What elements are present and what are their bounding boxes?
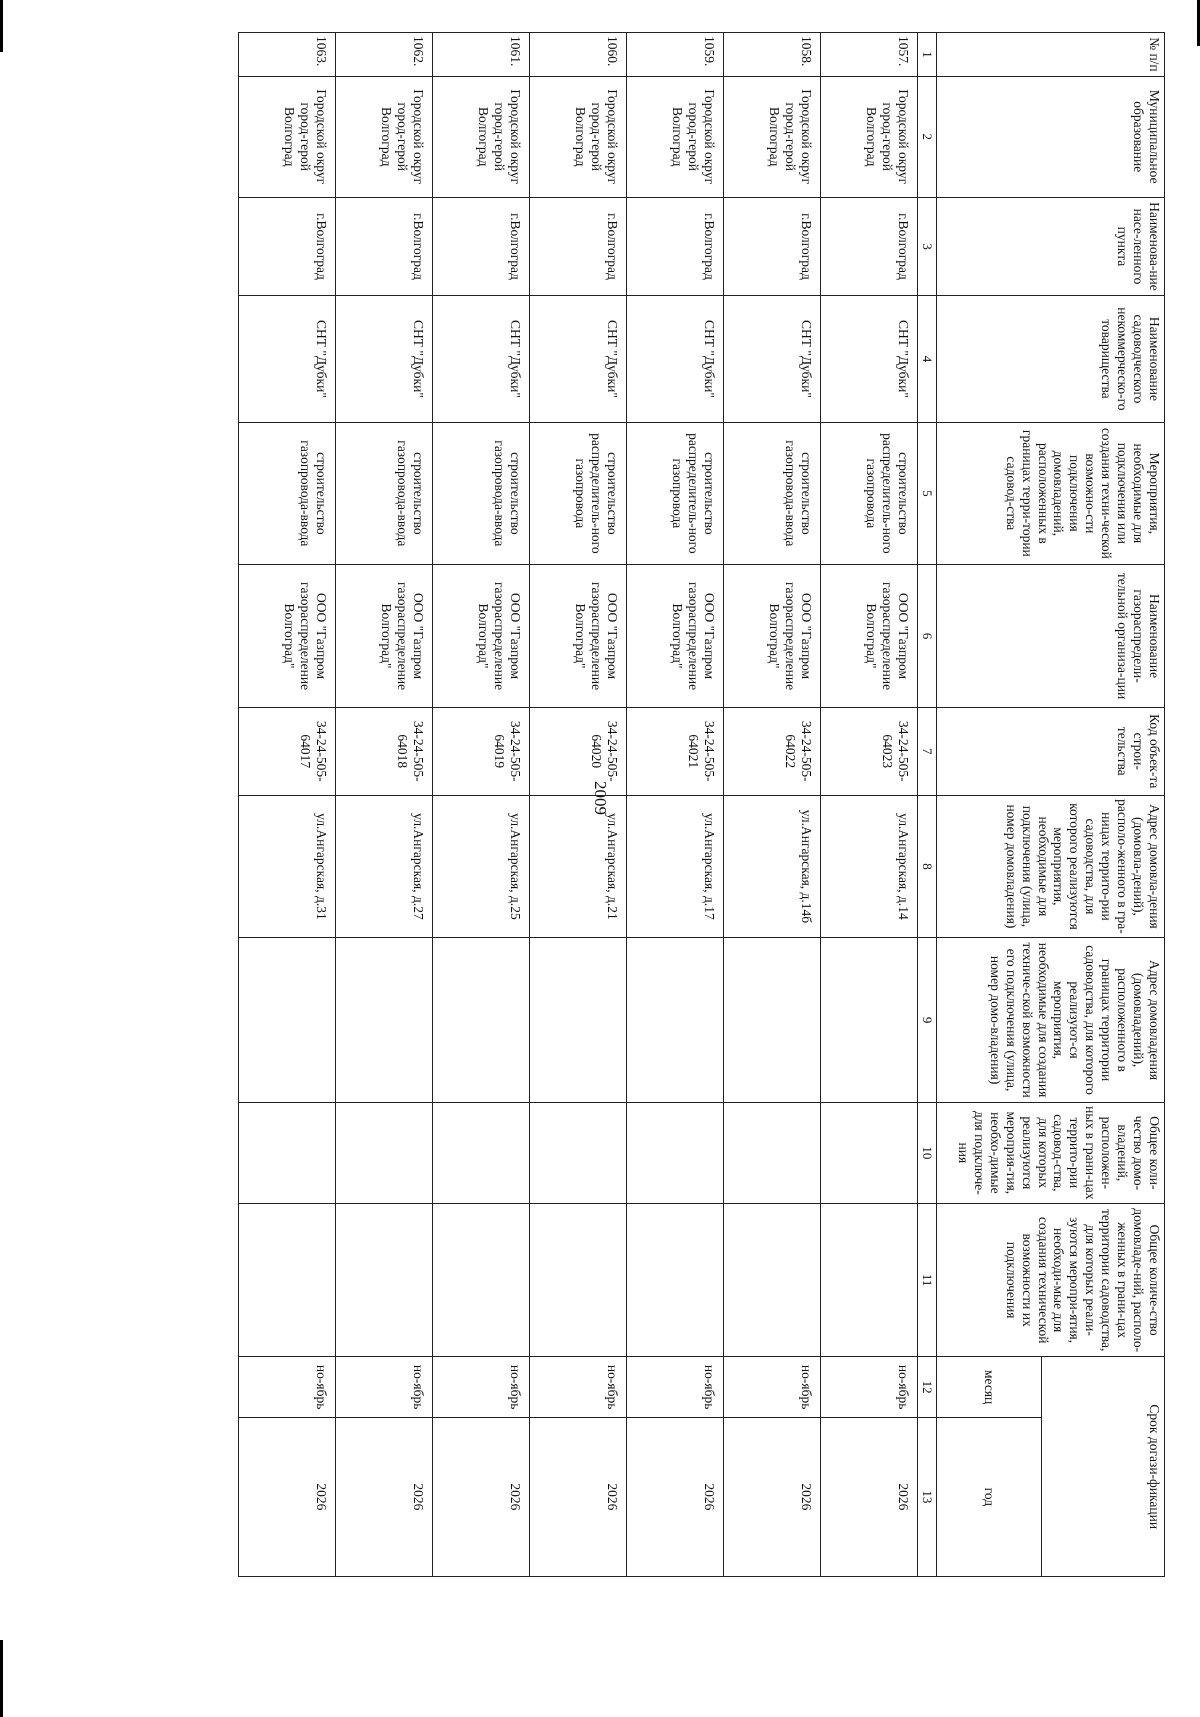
municipality-cell: Городской округ город-герой Волгоград	[724, 76, 821, 197]
deadline-month-cell: но-ябрь	[627, 1357, 724, 1417]
settlement-cell: г.Волгоград	[433, 197, 530, 296]
header-snt: Наименование садоводческого некоммерческо-го товарищества	[937, 296, 1165, 422]
page-number: 2009	[591, 781, 610, 815]
header-number: № п/п	[937, 33, 1165, 77]
col-index: 1	[918, 33, 937, 77]
col-index: 4	[918, 296, 937, 422]
address-connection-cell: ул.Ангарская, д.31	[239, 795, 336, 938]
measure-cell: строительство распределитель-ного газопровода	[627, 422, 724, 565]
municipality-cell: Городской округ город-герой Волгоград	[530, 76, 627, 197]
gasification-table	[238, 32, 1165, 1577]
gas-organization-cell: ООО "Газпром газораспределение Волгоград"	[627, 565, 724, 708]
rotated-table-container	[135, 32, 1165, 1577]
total-connection-cell	[821, 1102, 918, 1203]
deadline-month-cell: но-ябрь	[821, 1357, 918, 1417]
total-tech-cell	[530, 1203, 627, 1357]
snt-name-cell: СНТ "Дубки"	[239, 296, 336, 422]
settlement-cell: г.Волгоград	[821, 197, 918, 296]
measure-cell: строительство газопровода-ввода	[239, 422, 336, 565]
total-connection-cell	[433, 1102, 530, 1203]
row-number-cell: 1057.	[821, 33, 918, 77]
snt-name-cell: СНТ "Дубки"	[821, 296, 918, 422]
row-number-cell: 1059.	[627, 33, 724, 77]
total-connection-cell	[239, 1102, 336, 1203]
scan-edge-left	[0, 0, 3, 52]
header-object-code: Код объек-та строи-тельства	[937, 707, 1165, 795]
municipality-cell: Городской округ город-герой Волгоград	[433, 76, 530, 197]
gas-organization-cell: ООО "Газпром газораспределение Волгоград"	[239, 565, 336, 708]
col-index: 11	[918, 1203, 937, 1357]
deadline-year-cell: 2026	[724, 1417, 821, 1576]
deadline-year-cell: 2026	[239, 1417, 336, 1576]
deadline-month-cell: но-ябрь	[336, 1357, 433, 1417]
col-index: 5	[918, 422, 937, 565]
table-body	[239, 33, 918, 1577]
gas-organization-cell: ООО "Газпром газораспределение Волгоград"	[821, 565, 918, 708]
deadline-year-cell: 2026	[433, 1417, 530, 1576]
municipality-cell: Городской округ город-герой Волгоград	[239, 76, 336, 197]
col-index: 10	[918, 1102, 937, 1203]
header-measures: Мероприятия, необходимые для подключения или создания техни-ческой возможно-сти подключения домовладений, расположенных в границах терри-тории садовод-ства	[937, 422, 1165, 565]
header-total-tech: Общее количе-ство домовладе-ний, располо-женных в грани-цах территории садоводства, для которых реали-зуются меропри-ятия, необходи-мые для создания технической возможности их подключения	[937, 1203, 1165, 1357]
row-number-cell: 1060.	[530, 33, 627, 77]
gas-organization-cell: ООО "Газпром газораспределение Волгоград"	[724, 565, 821, 708]
col-index: 6	[918, 565, 937, 708]
snt-name-cell: СНТ "Дубки"	[530, 296, 627, 422]
object-code-cell: 34-24-505-64019	[433, 707, 530, 795]
address-tech-cell	[724, 938, 821, 1103]
header-deadline: Срок догази-фикации	[1042, 1357, 1165, 1577]
snt-name-cell: СНТ "Дубки"	[627, 296, 724, 422]
object-code-cell: 34-24-505-64022	[724, 707, 821, 795]
col-index: 2	[918, 76, 937, 197]
snt-name-cell: СНТ "Дубки"	[724, 296, 821, 422]
header-address-tech: Адрес домовладения (домовладений), расположенного в границах территории садоводства, для которого реализуют-ся мероприятия, необходимые для создания техниче-ской возможности его подключения (улица, номер домо-владения)	[937, 938, 1165, 1103]
col-index: 3	[918, 197, 937, 296]
col-index: 12	[918, 1357, 937, 1417]
address-connection-cell: ул.Ангарская, д.14	[821, 795, 918, 938]
address-connection-cell: ул.Ангарская, д.27	[336, 795, 433, 938]
header-settlement: Наименова-ние насе-ленного пункта	[937, 197, 1165, 296]
total-tech-cell	[239, 1203, 336, 1357]
total-tech-cell	[724, 1203, 821, 1357]
address-connection-cell: ул.Ангарская, д.25	[433, 795, 530, 938]
table-row	[530, 33, 627, 1577]
snt-name-cell: СНТ "Дубки"	[433, 296, 530, 422]
col-index: 13	[918, 1417, 937, 1576]
address-connection-cell: ул.Ангарская, д.21	[530, 795, 627, 938]
measure-cell: строительство газопровода-ввода	[724, 422, 821, 565]
address-tech-cell	[530, 938, 627, 1103]
settlement-cell: г.Волгоград	[724, 197, 821, 296]
table-row	[627, 33, 724, 1577]
header-municipality: Муниципальное образование	[937, 76, 1165, 197]
object-code-cell: 34-24-505-64021	[627, 707, 724, 795]
header-year: год	[937, 1417, 1042, 1576]
total-connection-cell	[336, 1102, 433, 1203]
address-connection-cell: ул.Ангарская, д.17	[627, 795, 724, 938]
col-index: 9	[918, 938, 937, 1103]
table-row	[821, 33, 918, 1577]
address-tech-cell	[627, 938, 724, 1103]
gas-organization-cell: ООО "Газпром газораспределение Волгоград"	[433, 565, 530, 708]
object-code-cell: 34-24-505-64023	[821, 707, 918, 795]
total-tech-cell	[433, 1203, 530, 1357]
deadline-month-cell: но-ябрь	[239, 1357, 336, 1417]
total-tech-cell	[627, 1203, 724, 1357]
object-code-cell: 34-24-505-64017	[239, 707, 336, 795]
municipality-cell: Городской округ город-герой Волгоград	[336, 76, 433, 197]
measure-cell: строительство газопровода-ввода	[433, 422, 530, 565]
col-index: 7	[918, 707, 937, 795]
total-tech-cell	[336, 1203, 433, 1357]
deadline-month-cell: но-ябрь	[433, 1357, 530, 1417]
address-tech-cell	[336, 938, 433, 1103]
row-number-cell: 1063.	[239, 33, 336, 77]
deadline-month-cell: но-ябрь	[724, 1357, 821, 1417]
settlement-cell: г.Волгоград	[627, 197, 724, 296]
measure-cell: строительство распределитель-ного газопровода	[821, 422, 918, 565]
measure-cell: строительство распределитель-ного газопровода	[530, 422, 627, 565]
col-index: 8	[918, 795, 937, 938]
total-connection-cell	[724, 1102, 821, 1203]
table-row	[336, 33, 433, 1577]
measure-cell: строительство газопровода-ввода	[336, 422, 433, 565]
header-address-connection: Адрес домовла-дения (домовла-дений), располо-женного в гра-ницах террито-рии садоводства, для которого реализуются мероприятия, необходимые для подключения (улица, номер домовладения)	[937, 795, 1165, 938]
address-tech-cell	[821, 938, 918, 1103]
gas-organization-cell: ООО "Газпром газораспределение Волгоград"	[530, 565, 627, 708]
snt-name-cell: СНТ "Дубки"	[336, 296, 433, 422]
deadline-year-cell: 2026	[336, 1417, 433, 1576]
row-number-cell: 1061.	[433, 33, 530, 77]
deadline-month-cell: но-ябрь	[530, 1357, 627, 1417]
scan-edge-left-2	[0, 1640, 3, 1717]
table-row	[239, 33, 336, 1577]
deadline-year-cell: 2026	[530, 1417, 627, 1576]
row-number-cell: 1058.	[724, 33, 821, 77]
total-connection-cell	[530, 1102, 627, 1203]
settlement-cell: г.Волгоград	[336, 197, 433, 296]
gas-organization-cell: ООО "Газпром газораспределение Волгоград"	[336, 565, 433, 708]
settlement-cell: г.Волгоград	[530, 197, 627, 296]
address-tech-cell	[239, 938, 336, 1103]
address-connection-cell: ул.Ангарская, д.14б	[724, 795, 821, 938]
table-row	[433, 33, 530, 1577]
header-month: месяц	[937, 1357, 1042, 1417]
municipality-cell: Городской округ город-герой Волгоград	[821, 76, 918, 197]
header-total-connection: Общее коли-чество домо-владений, расположен-ных в грани-цах террито-рии садовод-ства, для которых реализуются мероприя-тия, необхо-димые для подключе-ния	[937, 1102, 1165, 1203]
total-tech-cell	[821, 1203, 918, 1357]
table-row	[724, 33, 821, 1577]
total-connection-cell	[627, 1102, 724, 1203]
deadline-year-cell: 2026	[821, 1417, 918, 1576]
municipality-cell: Городской округ город-герой Волгоград	[627, 76, 724, 197]
deadline-year-cell: 2026	[627, 1417, 724, 1576]
row-number-cell: 1062.	[336, 33, 433, 77]
settlement-cell: г.Волгоград	[239, 197, 336, 296]
object-code-cell: 34-24-505-64018	[336, 707, 433, 795]
header-gas-org: Наименование газораспредели-тельной организа-ции	[937, 565, 1165, 708]
object-code-cell: 34-24-505-64020	[530, 707, 627, 795]
address-tech-cell	[433, 938, 530, 1103]
